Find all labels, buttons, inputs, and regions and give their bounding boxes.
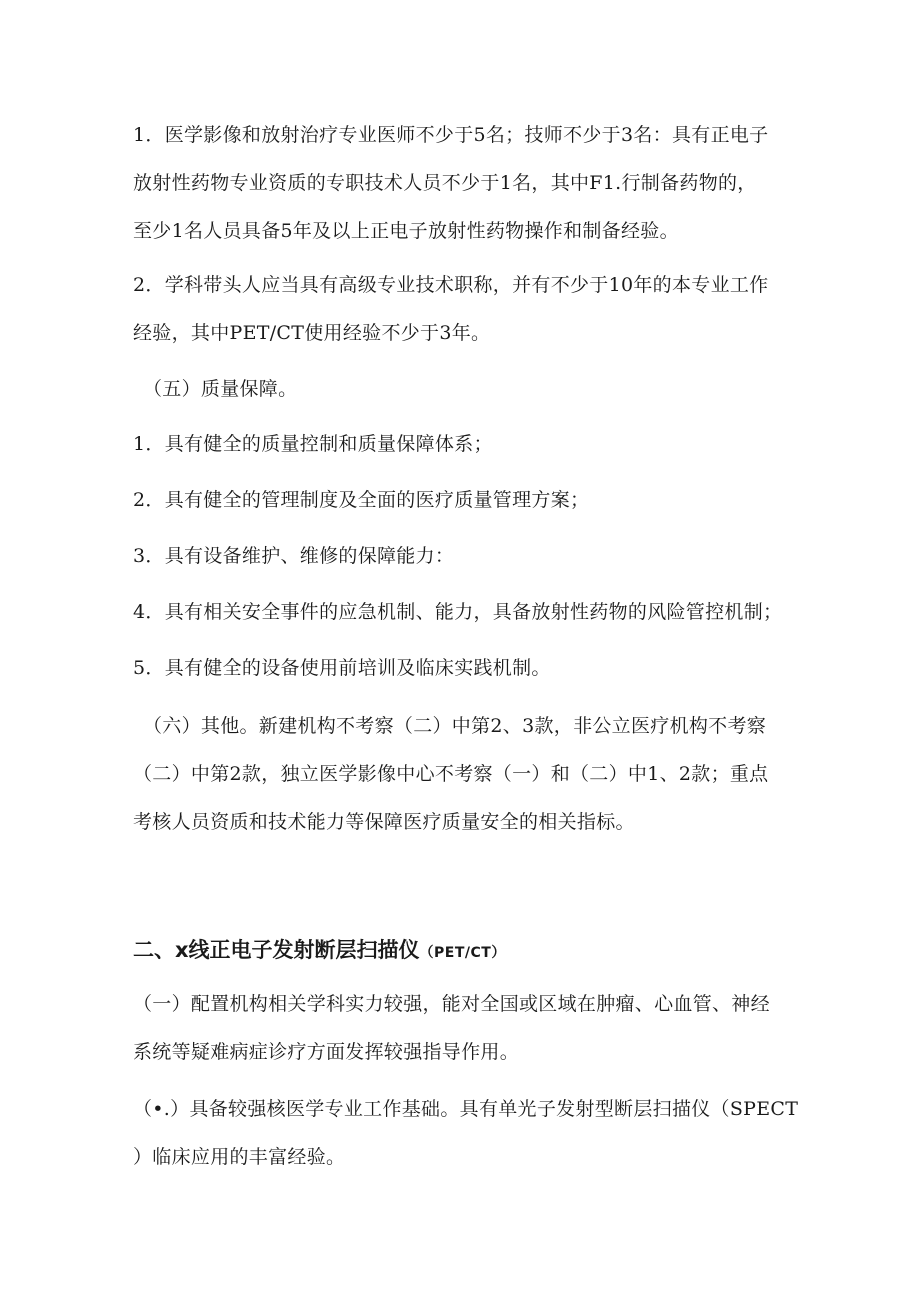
paragraph-others [133, 702, 793, 846]
paragraph-nuclear-medicine-basis [133, 1085, 799, 1181]
section-heading [133, 930, 793, 973]
text-line: 2．具有健全的管理制度及全面的医疗质量管理方案； [133, 489, 590, 511]
text-line: ）临床应用的丰富经验。 [133, 1146, 346, 1168]
text-line: 经验，其中PET/CT使用经验不少于3年。 [133, 322, 491, 344]
text-line: 系统等疑难病症诊疗方面发挥较强指导作用。 [133, 1041, 520, 1063]
text-line: 2．学科带头人应当具有高级专业技术职称，并有不少于10年的本专业工作 [133, 274, 769, 296]
list-item-quality-1 [133, 420, 793, 468]
paragraph-staff-requirements [133, 111, 793, 255]
text-line: （六）其他。新建机构不考察（二）中第2、3款，非公立医疗机构不考察 [143, 715, 767, 737]
section-heading-suffix: （PET/CT） [419, 945, 506, 961]
text-line: 3．具有设备维护、维修的保障能力： [133, 545, 455, 567]
list-item-quality-5 [133, 644, 793, 692]
text-line: 至少1名人员具备5年及以上正电子放射性药物操作和制备经验。 [133, 220, 679, 242]
text-line: （一）配置机构相关学科实力较强，能对全国或区域在肿瘤、心血管、神经 [133, 993, 770, 1015]
text-line: 4．具有相关安全事件的应急机制、能力，具备放射性药物的风险管控机制； [133, 601, 783, 623]
text-line: （二）中第2款，独立医学影像中心不考察（一）和（二）中1、2款；重点 [133, 763, 769, 785]
text-line: （•.）具备较强核医学专业工作基础。具有单光子发射型断层扫描仪（SPECT [133, 1098, 799, 1120]
paragraph-discipline-leader [133, 261, 793, 357]
text-line: 1．医学影像和放射治疗专业医师不少于5名；技师不少于3名：具有正电子 [133, 124, 769, 146]
text-line: 放射性药物专业资质的专职技术人员不少于1名，其中F1.行制备药物的， [133, 172, 757, 194]
paragraph-institution-strength [133, 980, 793, 1076]
list-item-quality-2 [133, 476, 793, 524]
text-line: 5．具有健全的设备使用前培训及临床实践机制。 [133, 657, 551, 679]
section-heading-main: 二、x线正电子发射断层扫描仪 [133, 938, 420, 962]
text-line: 1．具有健全的质量控制和质量保障体系； [133, 433, 493, 455]
text-line: （五）质量保障。 [143, 378, 298, 400]
list-item-quality-3 [133, 532, 793, 580]
list-item-quality-4 [133, 588, 793, 636]
subheading-quality-assurance [143, 365, 803, 413]
text-line: 考核人员资质和技术能力等保障医疗质量安全的相关指标。 [133, 811, 635, 833]
